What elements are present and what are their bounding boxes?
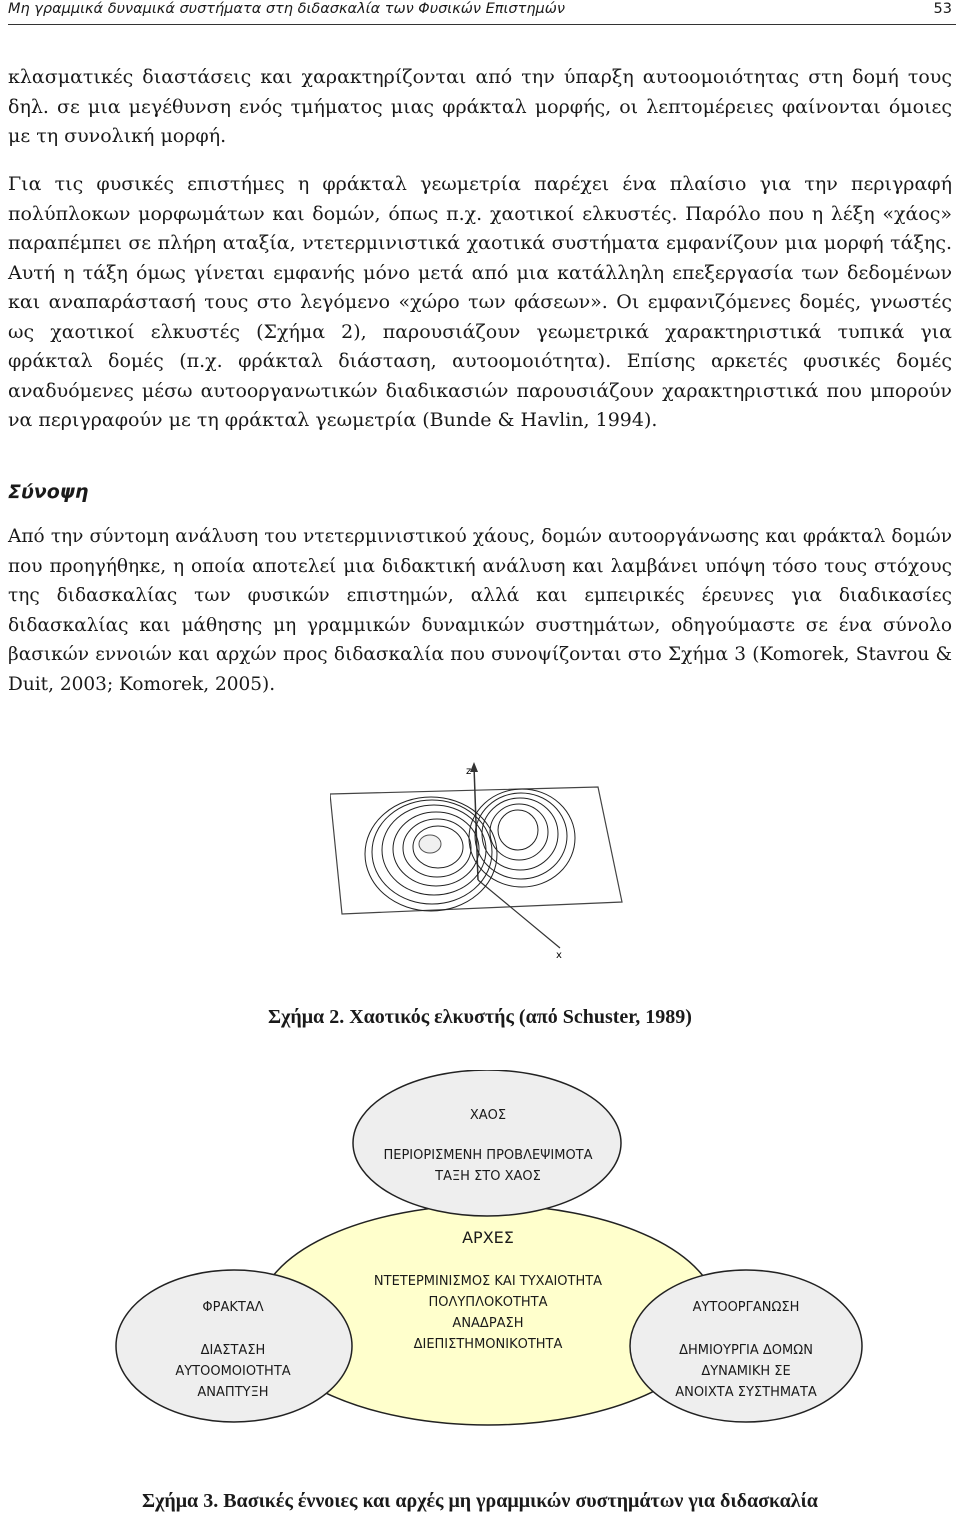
fractal-title: ΦΡΑΚΤΑΛ	[202, 1300, 264, 1315]
chaos-item: ΠΕΡΙΟΡΙΣΜΕΝΗ ΠΡΟΒΛΕΨΙΜΟΤΑ	[383, 1148, 593, 1163]
chaotic-attractor-figure	[330, 762, 630, 962]
principles-item: ΑΝΑΔΡΑΣΗ	[452, 1316, 524, 1331]
principles-title: ΑΡΧΕΣ	[462, 1228, 514, 1247]
selforganization-items	[646, 1340, 846, 1403]
attractor-right-lobe	[469, 789, 575, 887]
paragraph-summary: Από την σύντομη ανάλυση του ντετερμινιστικού χάους, δομών αυτοοργάνωσης και φράκταλ δομών που προηγήθηκε, η οποία αποτελεί μια διδακτική ανάλυση και λαμβάνει υπόψη τόσο τους στόχους της διδασκαλίας των φυσικών επιστημών, αλλά και εμπειρικές έρευνες για διαδικασίες διδασκαλίας και μάθησης μη γραμμικών δυναμικών συστημάτων, οδηγούμαστε σε ένα σύνολο βασικών εννοιών και αρχών προς διδασκαλία που συνοψίζονται στο Σχήμα 3 (Komorek, Stavrou & Duit, 2003; Komorek, 2005).	[8, 526, 952, 695]
section-heading-summary: Σύνοψη	[8, 481, 89, 503]
principles-items	[338, 1271, 638, 1355]
running-header	[8, 0, 956, 25]
selforganization-item: ΑΝΟΙΧΤΑ ΣΥΣΤΗΜΑΤΑ	[675, 1385, 817, 1400]
principles-item: ΔΙΕΠΙΣΤΗΜΟΝΙΚΟΤΗΤΑ	[413, 1337, 563, 1352]
x-axis	[478, 880, 560, 948]
chaos-items	[338, 1145, 638, 1187]
selforganization-title: ΑΥΤΟΟΡΓΑΝΩΣΗ	[692, 1300, 800, 1315]
chaos-item: ΤΑΞΗ ΣΤΟ ΧΑΟΣ	[435, 1169, 541, 1184]
principles-item: ΠΟΛΥΠΛΟΚΟΤΗΤΑ	[428, 1295, 548, 1310]
page-number: 53	[933, 1, 952, 17]
x-axis-label: x	[556, 950, 562, 961]
chaos-ellipse	[353, 1070, 621, 1216]
figure2-caption: Σχήμα 2. Χαοτικός ελκυστής (από Schuster, 1989)	[268, 1006, 692, 1028]
attractor-left-center	[419, 835, 441, 853]
fractal-item: ΑΥΤΟΟΜΟΙΟΤΗΤΑ	[175, 1364, 291, 1379]
principles-item: ΝΤΕΤΕΡΜΙΝΙΣΜΟΣ ΚΑΙ ΤΥΧΑΙΟΤΗΤΑ	[373, 1274, 603, 1289]
fractal-items	[133, 1340, 333, 1403]
paragraph-fractal-geometry: Για τις φυσικές επιστήμες η φράκταλ γεωμετρία παρέχει ένα πλαίσιο για την περιγραφή πολύπλοκων μορφωμάτων και δομών, όπως π.χ. χαοτικοί ελκυστές. Παρόλο που η λέξη «χάος» παραπέμπει σε πλήρη αταξία, ντετερμινιστικά χαοτικά συστήματα εμφανίζουν μια μορφή τάξης. Αυτή η τάξη όμως γίνεται εμφανής μόνο μετά από μια κατάλληλη επεξεργασία των δεδομένων και αναπαράστασή τους στο λεγόμενο «χώρο των φάσεων». Οι εμφανιζόμενες δομές, γνωστές ως χαοτικοί ελκυστές (Σχήμα 2), παρουσιάζουν γεωμετρικά χαρακτηριστικά τυπικά για φράκταλ δομές (π.χ. φράκταλ διάσταση, αυτοομοιότητα). Επίσης αρκετές φυσικές δομές αναδυόμενες μέσω αυτοοργανωτικών διαδικασιών παρουσιάζουν χαρακτηριστικά που μπορούν να περιγραφούν με τη φράκταλ γεωμετρία (Bunde & Havlin, 1994).	[8, 173, 952, 431]
selforganization-item: ΔΥΝΑΜΙΚΗ ΣΕ	[701, 1364, 791, 1379]
chaos-title: ΧΑΟΣ	[469, 1108, 507, 1123]
fractal-item: ΔΙΑΣΤΑΣΗ	[200, 1343, 266, 1358]
figure3-caption: Σχήμα 3. Βασικές έννοιες και αρχές μη γραμμικών συστημάτων για διδασκαλία	[142, 1490, 818, 1512]
concepts-diagram	[0, 1070, 960, 1460]
fractal-item: ΑΝΑΠΤΥΞΗ	[197, 1385, 269, 1400]
paragraph-fractal-definition: κλασματικές διαστάσεις και χαρακτηρίζονται από την ύπαρξη αυτοομοιότητας στη δομή τους δηλ. σε μια μεγέθυνση ενός τμήματος μιας φράκταλ μορφής, οι λεπτομέρειες φαίνονται όμοιες με τη συνολική μορφή.	[8, 66, 952, 147]
running-header-title: Μη γραμμικά δυναμικά συστήματα στη διδασκαλία των Φυσικών Επιστημών	[8, 1, 565, 17]
selforganization-item: ΔΗΜΙΟΥΡΓΙΑ ΔΟΜΩΝ	[679, 1343, 813, 1358]
z-axis-label: z	[466, 766, 472, 777]
